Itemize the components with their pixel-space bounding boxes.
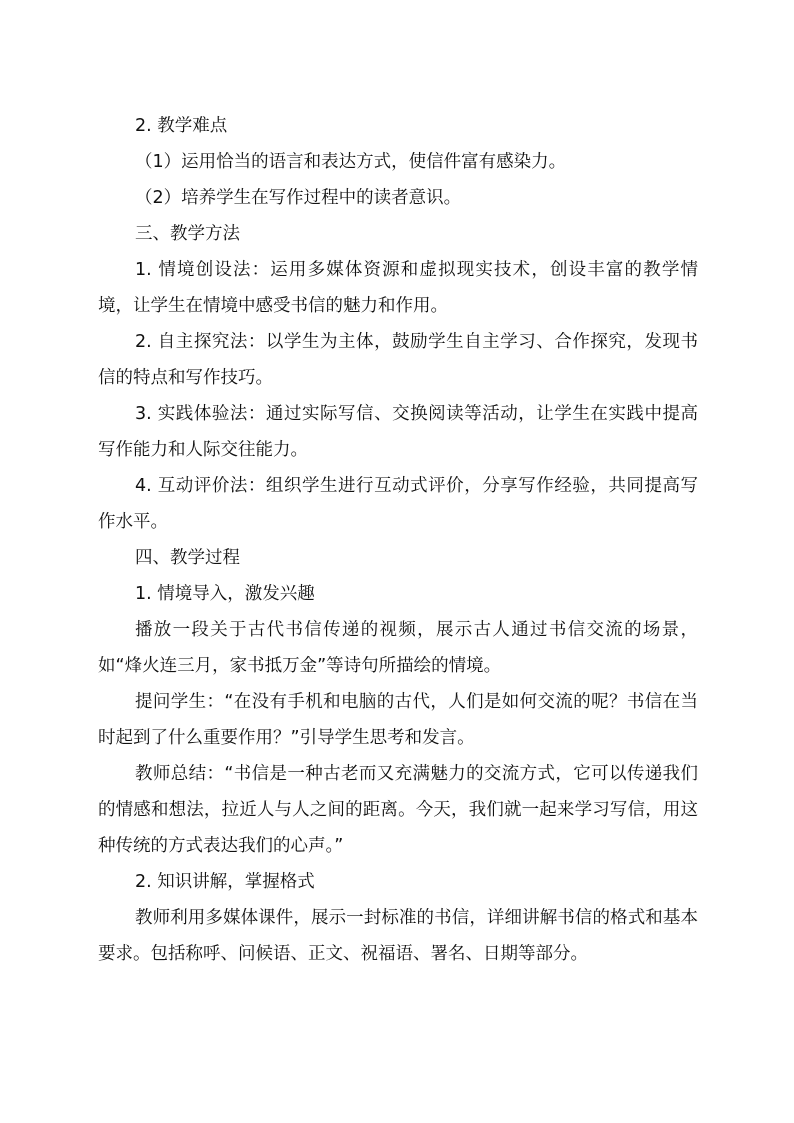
paragraph-video: 播放一段关于古代书信传递的视频，展示古人通过书信交流的场景，如“烽火连三月，家书抵万金”等诗句所描绘的情境。 <box>98 620 698 676</box>
document-body <box>98 108 698 972</box>
section-heading-teaching-methods: 三、教学方法 <box>135 224 240 244</box>
paragraph-question: 提问学生：“在没有手机和电脑的古代，人们是如何交流的呢？书信在当时起到了什么重要作用？”引导学生思考和发言。 <box>98 692 698 748</box>
subheading-knowledge: 2. 知识讲解，掌握格式 <box>135 872 315 892</box>
subheading-introduction: 1. 情境导入，激发兴趣 <box>135 584 315 604</box>
difficulty-item-2: （2）培养学生在写作过程中的读者意识。 <box>135 188 462 208</box>
method-item-4: 4. 互动评价法：组织学生进行互动式评价，分享写作经验，共同提高写作水平。 <box>98 476 698 532</box>
method-item-2: 2. 自主探究法：以学生为主体，鼓励学生自主学习、合作探究，发现书信的特点和写作技巧。 <box>98 332 698 388</box>
method-item-3: 3. 实践体验法：通过实际写信、交换阅读等活动，让学生在实践中提高写作能力和人际交往能力。 <box>98 404 698 460</box>
method-item-1: 1. 情境创设法：运用多媒体资源和虚拟现实技术，创设丰富的教学情境，让学生在情境中感受书信的魅力和作用。 <box>98 260 698 316</box>
paragraph-summary: 教师总结：“书信是一种古老而又充满魅力的交流方式，它可以传递我们的情感和想法，拉近人与人之间的距离。今天，我们就一起来学习写信，用这种传统的方式表达我们的心声。” <box>98 764 698 856</box>
subheading-teaching-difficulties: 2. 教学难点 <box>135 116 228 136</box>
paragraph-format: 教师利用多媒体课件，展示一封标准的书信，详细讲解书信的格式和基本要求。包括称呼、问候语、正文、祝福语、署名、日期等部分。 <box>98 908 698 964</box>
section-heading-teaching-process: 四、教学过程 <box>135 548 240 568</box>
difficulty-item-1: （1）运用恰当的语言和表达方式，使信件富有感染力。 <box>135 152 567 172</box>
